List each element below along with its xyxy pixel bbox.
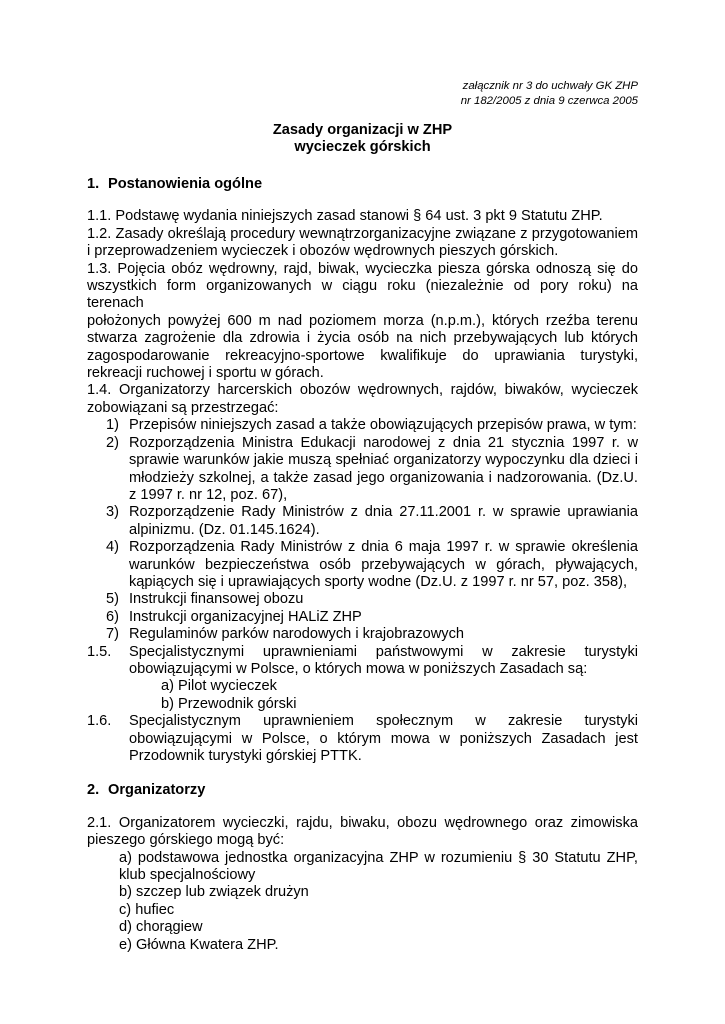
paragraph-1-4 bbox=[87, 382, 638, 417]
paragraph-2-1 bbox=[87, 815, 638, 850]
text-line: obowiązującymi w Polsce, o którym mowa w poniższych Zasadach jest bbox=[129, 730, 638, 747]
text-line: alpinizmu. (Dz. 01.145.1624). bbox=[129, 521, 320, 538]
list-item bbox=[106, 435, 638, 505]
text-line: położonych powyżej 600 m nad poziomem morza (n.p.m.), których rzeźba terenu bbox=[87, 312, 638, 329]
list-number: 7) bbox=[106, 626, 119, 643]
list-number: 3) bbox=[106, 504, 119, 521]
list-item: c) hufiec bbox=[119, 901, 175, 918]
text-line: obowiązującymi w Polsce, o których mowa w poniższych Zasadach są: bbox=[129, 660, 588, 677]
paragraph-number: 1.6. bbox=[87, 713, 112, 730]
list-item bbox=[106, 504, 638, 539]
section-2-heading bbox=[87, 782, 638, 799]
text-line: klub specjalnościowy bbox=[119, 867, 256, 884]
text-line: stwarza zagrożenie dla zdrowia i życia osób na nich przebywających lub których bbox=[87, 330, 638, 347]
text-line: młodzieży szkolnej, a także zasad jego organizowania i nadzorowania. (Dz.U. bbox=[129, 469, 638, 486]
section-title: Organizatorzy bbox=[108, 782, 206, 799]
text-line: 1.2. Zasady określają procedury wewnątrzorganizacyjne związane z przygotowaniem bbox=[87, 225, 638, 242]
text-line: rekreacji ruchowej i sportu w górach. bbox=[87, 365, 324, 382]
paragraph-1-2 bbox=[87, 226, 638, 261]
text-line: a) podstawowa jednostka organizacyjna ZHP w rozumieniu § 30 Statutu ZHP, bbox=[119, 849, 638, 866]
list-item bbox=[106, 609, 638, 626]
text-line: z 1997 r. nr 12, poz. 67), bbox=[129, 486, 288, 503]
text-line: Przodownik turystyki górskiej PTTK. bbox=[129, 748, 362, 764]
list-item bbox=[106, 591, 638, 608]
text-line: Rozporządzenia Rady Ministrów z dnia 6 maja 1997 r. w sprawie określenia bbox=[129, 539, 638, 556]
attachment-note-line: załącznik nr 3 do uchwały GK ZHP bbox=[462, 80, 638, 92]
section-title: Postanowienia ogólne bbox=[108, 176, 263, 192]
attachment-note bbox=[87, 79, 638, 109]
paragraph-1-5 bbox=[87, 644, 638, 679]
text-line: sprawie warunków jakie muszą spełniać organizatorzy wypoczynku dla dzieci i bbox=[129, 452, 638, 469]
attachment-note-line: nr 182/2005 z dnia 9 czerwca 2005 bbox=[460, 95, 638, 107]
text-line: warunków bezpieczeństwa osób przebywających w górach, pływających, bbox=[129, 556, 638, 573]
title-line: wycieczek górskich bbox=[294, 139, 431, 155]
paragraph-1-3 bbox=[87, 261, 638, 383]
document-title bbox=[87, 122, 638, 156]
text-line: 1.3. Pojęcia obóz wędrowny, rajd, biwak, wycieczka piesza górska odnoszą się do bbox=[87, 260, 638, 277]
list-number: 2) bbox=[106, 434, 119, 451]
text-line: zobowiązani są przestrzegać: bbox=[87, 399, 279, 416]
paragraph-1-6 bbox=[87, 713, 638, 765]
text-line: Specjalistycznymi uprawnieniami państwowymi w zakresie turystyki bbox=[129, 643, 638, 660]
list-item: a) Pilot wycieczek bbox=[161, 678, 277, 695]
text-line: Rozporządzenia Ministra Edukacji narodowej z dnia 21 stycznia 1997 r. w bbox=[129, 434, 638, 451]
section-number: 2. bbox=[87, 782, 100, 799]
text-line: Rozporządzenie Rady Ministrów z dnia 27.11.2001 r. w sprawie uprawiania bbox=[129, 504, 638, 521]
list-item: e) Główna Kwatera ZHP. bbox=[119, 936, 279, 953]
organizer-list bbox=[119, 850, 638, 954]
text-line: Regulaminów parków narodowych i krajobrazowych bbox=[129, 626, 465, 643]
text-line: Przepisów niniejszych zasad a także obowiązujących przepisów prawa, w tym: bbox=[129, 417, 637, 434]
list-item: b) szczep lub związek drużyn bbox=[119, 884, 309, 901]
text-line: 2.1. Organizatorem wycieczki, rajdu, biwaku, obozu wędrownego oraz zimowiska bbox=[87, 814, 638, 831]
list-item bbox=[119, 850, 638, 885]
list-number: 6) bbox=[106, 608, 119, 625]
text-line: wszystkich form organizowanych w ciągu roku (niezależnie od pory roku) na terenach bbox=[87, 278, 638, 312]
list-item bbox=[106, 539, 638, 591]
list-item: d) chorągiew bbox=[119, 919, 203, 936]
text-line: 1.4. Organizatorzy harcerskich obozów wędrownych, rajdów, biwaków, wycieczek bbox=[87, 382, 638, 399]
text-line: Instrukcji finansowej obozu bbox=[129, 591, 304, 608]
text-line: Instrukcji organizacyjnej HALiZ ZHP bbox=[129, 608, 362, 625]
list-item bbox=[106, 626, 638, 643]
list-number: 4) bbox=[106, 539, 119, 556]
paragraph-1-1: 1.1. Podstawę wydania niniejszych zasad stanowi § 64 ust. 3 pkt 9 Statutu ZHP. bbox=[87, 208, 603, 225]
list-number: 5) bbox=[106, 591, 119, 608]
sub-list bbox=[161, 678, 638, 713]
text-line: kąpiących się i uprawiających sporty wodne (Dz.U. z 1997 r. nr 57, poz. 358), bbox=[129, 573, 628, 590]
text-line: zagospodarowanie rekreacyjno-sportowe kwalifikuje do uprawiania turystyki, bbox=[87, 347, 638, 364]
section-number: 1. bbox=[87, 176, 100, 192]
list-item bbox=[106, 417, 638, 434]
title-line: Zasady organizacji w ZHP bbox=[272, 122, 453, 138]
numbered-list bbox=[87, 417, 638, 643]
list-number: 1) bbox=[106, 417, 119, 434]
text-line: Specjalistycznym uprawnieniem społecznym w zakresie turystyki bbox=[129, 713, 638, 730]
list-item: b) Przewodnik górski bbox=[161, 695, 297, 712]
paragraph-number: 1.5. bbox=[87, 643, 112, 660]
section-1-heading bbox=[87, 176, 638, 193]
text-line: i przeprowadzeniem wycieczek i obozów wędrownych pieszych górskich. bbox=[87, 243, 559, 260]
text-line: pieszego górskiego mogą być: bbox=[87, 832, 285, 849]
